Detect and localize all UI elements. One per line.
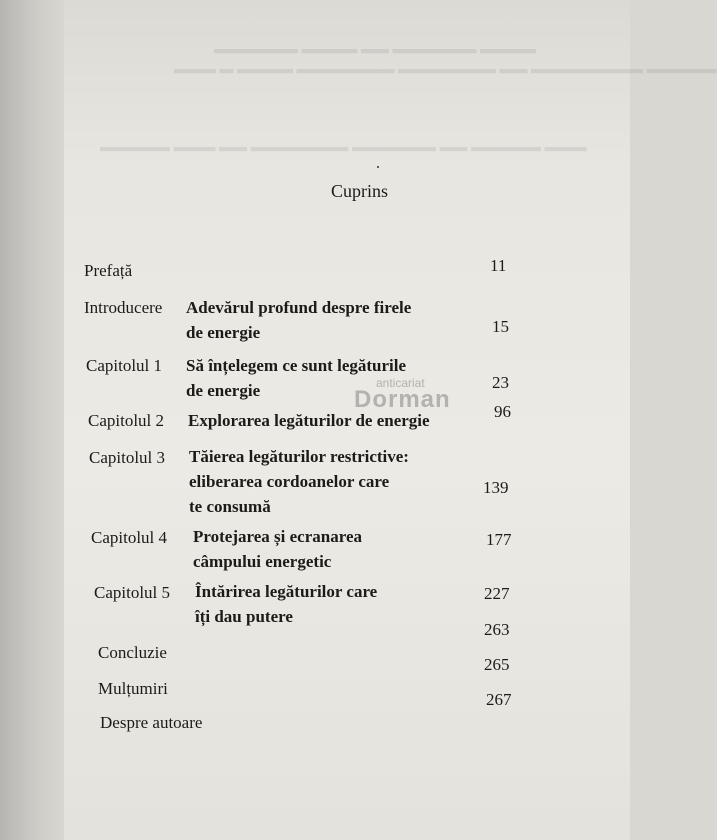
toc-label: Mulțumiri [98, 679, 168, 698]
toc-heading: Adevărul profund despre firele de energie [186, 298, 412, 342]
watermark: anticariat Dorman [354, 376, 451, 413]
bleed-through-text: ▬▬▬▬▬▬ ▬▬▬▬ ▬▬ ▬▬▬▬▬▬ ▬▬▬▬ [214, 45, 536, 60]
toc-label: Capitolul 4 [91, 528, 168, 547]
book-page [64, 0, 717, 840]
print-speck [377, 166, 379, 168]
bleed-through-text: ▬▬▬▬▬ ▬▬▬ ▬▬ ▬▬▬▬▬▬▬ ▬▬▬▬▬▬ ▬▬ ▬▬▬▬▬ ▬▬▬ [100, 143, 587, 158]
toc-heading: Să înțelegem ce sunt legăturile de energie [186, 356, 407, 400]
toc-label: Capitolul 5 [94, 583, 171, 602]
toc-label: Despre autoare [100, 713, 203, 732]
toc-heading: Întărirea legăturilor care îți dau putere [195, 582, 378, 626]
toc-label: Capitolul 2 [88, 411, 165, 430]
toc-page-number: 23 [492, 373, 509, 392]
toc-page-number: 263 [484, 620, 510, 639]
bleed-through-text: ▬▬▬ ▬ ▬▬▬▬ ▬▬▬▬▬▬▬ ▬▬▬▬▬▬▬ ▬▬ ▬▬▬▬▬▬▬▬ ▬▬▬▬▬ [174, 65, 717, 80]
page-title: Cuprins [331, 181, 389, 201]
toc-heading: Tăierea legăturilor restrictive: eliberarea cordoanelor care te consumă [189, 447, 409, 516]
toc-label: Capitolul 3 [89, 448, 166, 467]
toc-label: Capitolul 1 [86, 356, 163, 375]
toc-page-number: 227 [484, 584, 510, 603]
toc-heading: Protejarea și ecranarea câmpului energetic [193, 527, 362, 571]
toc-page-number: 96 [494, 402, 511, 421]
toc-page-number: 265 [484, 655, 510, 674]
toc-label: Introducere [84, 298, 163, 317]
toc-page-number: 139 [483, 478, 509, 497]
toc-page-number: 15 [492, 317, 509, 336]
toc-page-number: 11 [490, 256, 507, 275]
toc-page-number: 177 [486, 530, 512, 549]
toc-heading: Explorarea legăturilor de energie [188, 411, 430, 430]
toc-label: Concluzie [98, 643, 167, 662]
toc-page-number: 267 [486, 690, 512, 709]
toc-label: Prefață [84, 261, 133, 280]
page-gutter [0, 0, 64, 840]
